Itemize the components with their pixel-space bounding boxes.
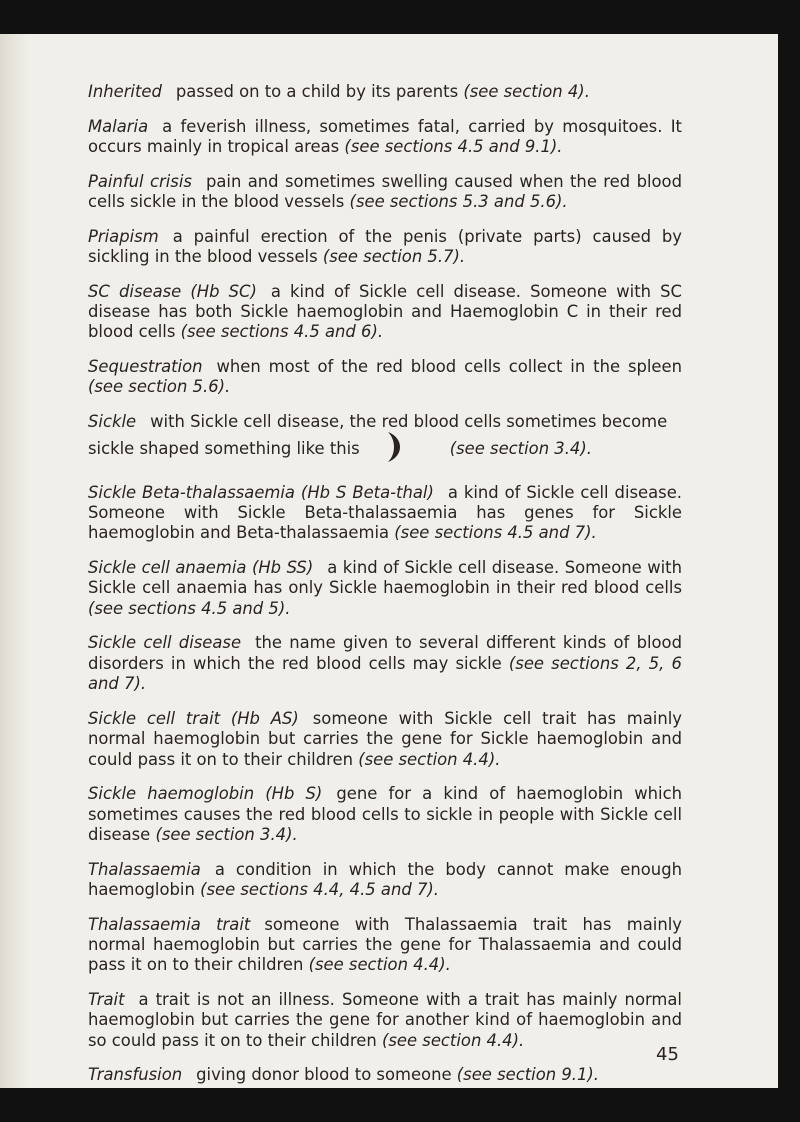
entry-term: Sickle cell anaemia (Hb SS) xyxy=(88,558,314,577)
entry-text: a condition in which the body cannot make enough haemoglobin xyxy=(88,859,682,900)
entry-term: Sickle Beta-thalassaemia (Hb S Beta-thal) xyxy=(88,482,434,502)
entry-text: pain and sometimes swelling caused when the red blood cells sickle in the blood vessels xyxy=(88,171,682,211)
entry-reference: (see section 5.7). xyxy=(322,247,466,266)
entry-text: someone with Sickle cell trait has mainly normal haemoglobin but carries the gene for Sickle haemoglobin and could pass it on to their children xyxy=(88,708,682,769)
entry-reference: (see sections 4.5 and 5). xyxy=(88,598,291,618)
glossary-entry xyxy=(88,784,682,845)
entry-text: when most of the red blood cells collect in the spleen xyxy=(216,357,682,376)
glossary-entry xyxy=(88,915,682,976)
entry-term: Malaria xyxy=(88,116,149,136)
entry-reference: (see sections 4.5 and 6). xyxy=(180,322,384,342)
entry-reference: (see section 3.4). xyxy=(449,439,592,459)
entry-term: Inherited xyxy=(88,82,162,101)
entry-reference: (see section 4). xyxy=(463,82,590,101)
entry-term: Priapism xyxy=(88,226,159,246)
glossary-entry xyxy=(88,82,682,102)
entry-term: Transfusion xyxy=(88,1065,183,1085)
entry-term: SC disease (Hb SC) xyxy=(88,281,257,301)
entry-text: gene for a kind of haemoglobin which sometimes causes the red blood cells to sickle in people with Sickle cell disease xyxy=(88,784,683,845)
entry-reference: (see section 4.4). xyxy=(381,1030,525,1050)
entry-reference: (see section 4.4). xyxy=(358,749,501,769)
entry-text: passed on to a child by its parents xyxy=(175,82,459,101)
sickle-cell-icon xyxy=(386,431,402,468)
entry-reference: (see section 4.4). xyxy=(308,955,451,975)
page-spine-shadow xyxy=(0,34,30,1088)
glossary-entry xyxy=(88,172,682,213)
entry-text: a kind of Sickle cell disease. Someone with SC disease has both Sickle haemoglobin and Haemoglobin C in their red blood cells xyxy=(88,281,682,342)
entry-term: Sickle xyxy=(88,412,137,431)
entry-term: Trait xyxy=(88,990,125,1010)
glossary-entry xyxy=(88,483,682,544)
glossary-entry xyxy=(88,633,682,694)
entry-reference: (see section 5.6). xyxy=(88,377,231,397)
entry-text: a kind of Sickle cell disease. Someone with Sickle cell anaemia has only Sickle haemoglobin in their red blood cells xyxy=(88,558,682,598)
glossary-list xyxy=(88,82,682,1100)
entry-term: Thalassaemia trait xyxy=(88,914,251,934)
entry-term: Sickle cell trait (Hb AS) xyxy=(88,708,299,728)
glossary-entry xyxy=(88,357,682,398)
glossary-entry xyxy=(88,227,682,268)
entry-reference: (see sections 5.3 and 5.6). xyxy=(349,192,568,211)
entry-term: Sequestration xyxy=(88,357,203,376)
entry-text: with Sickle cell disease, the red blood cells sometimes become xyxy=(150,412,668,431)
entry-text: a feverish illness, sometimes fatal, carried by mosquitoes. It occurs mainly in tropical areas xyxy=(88,116,682,156)
entry-term: Sickle cell disease xyxy=(88,633,242,653)
page-number: 45 xyxy=(656,1044,679,1065)
glossary-entry xyxy=(88,860,682,901)
entry-reference: (see sections 2, 5, 6 and 7). xyxy=(88,653,682,694)
glossary-entry xyxy=(88,1065,682,1085)
entry-term: Thalassaemia xyxy=(88,859,201,879)
entry-reference: (see section 3.4). xyxy=(155,825,298,845)
glossary-entry xyxy=(88,282,682,343)
entry-term: Sickle haemoglobin (Hb S) xyxy=(88,784,323,804)
entry-text: a kind of Sickle cell disease. Someone with Sickle Beta-thalassaemia has genes for Sickle haemoglobin and Beta-thalassaemia xyxy=(88,482,682,543)
glossary-entry xyxy=(88,709,682,770)
book-page xyxy=(0,34,778,1088)
entry-reference: (see section 9.1). xyxy=(456,1065,600,1085)
glossary-entry xyxy=(88,990,682,1051)
glossary-entry xyxy=(88,412,682,468)
entry-text: a trait is not an illness. Someone with a trait has mainly normal haemoglobin but carries the gene for another kind of haemoglobin and so could pass it on to their children xyxy=(88,990,682,1050)
entry-text: giving donor blood to someone xyxy=(196,1065,452,1085)
entry-text: a painful erection of the penis (private parts) caused by sickling in the blood vessels xyxy=(88,226,682,266)
glossary-entry xyxy=(88,558,682,619)
entry-reference: (see sections 4.5 and 7). xyxy=(394,523,597,543)
entry-reference: (see sections 4.5 and 9.1). xyxy=(344,137,563,156)
glossary-entry xyxy=(88,117,682,158)
entry-text: the name given to several different kinds of blood disorders in which the red blood cells may sickle xyxy=(88,633,682,673)
entry-reference: (see sections 4.4, 4.5 and 7). xyxy=(200,880,439,900)
entry-text: sickle shaped something like this xyxy=(88,439,360,459)
entry-text: someone with Thalassaemia trait has mainly normal haemoglobin but carries the gene for Thalassaemia and could pass it on to their children xyxy=(88,914,682,975)
entry-term: Painful crisis xyxy=(88,171,192,191)
